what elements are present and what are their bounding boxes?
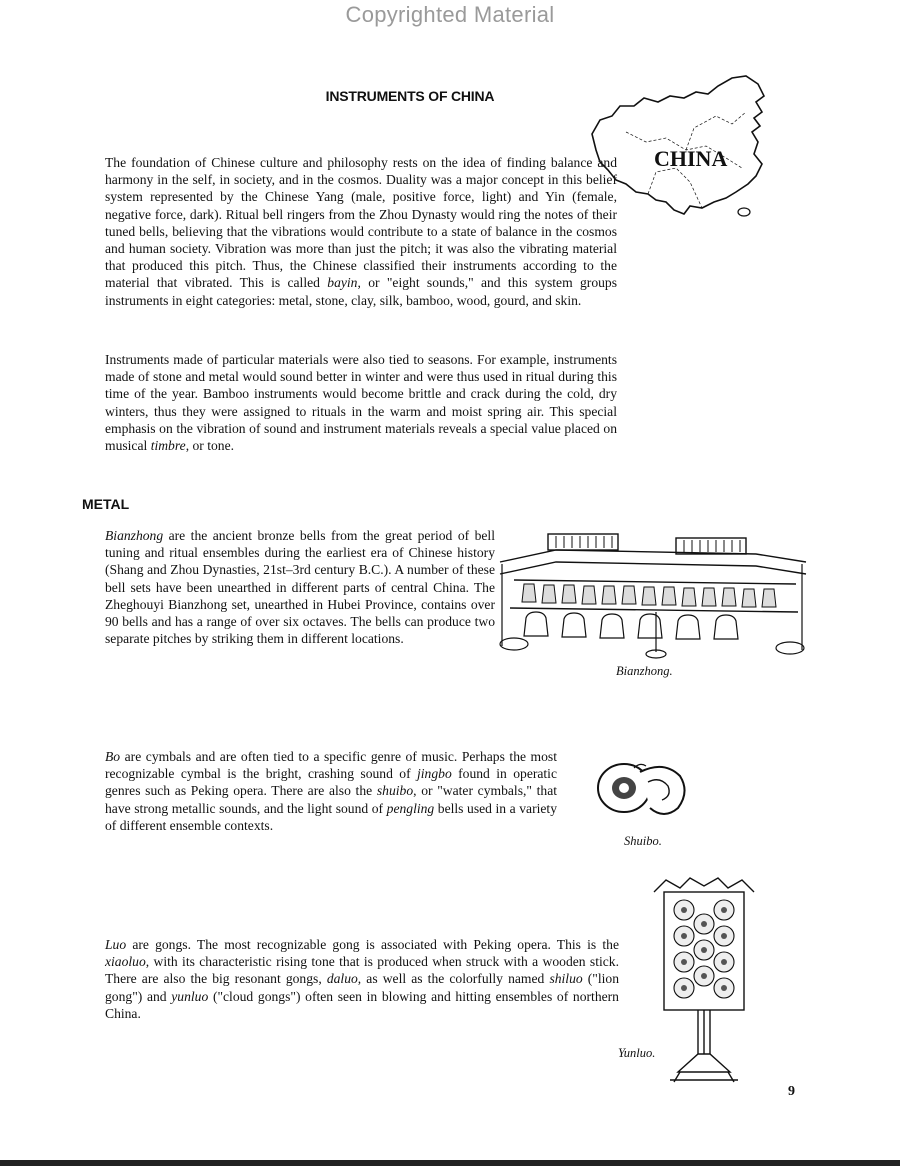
map-label: CHINA	[654, 146, 728, 171]
bianzhong-paragraph: Bianzhong are the ancient bronze bells from the great period of bell tuning and ritual ensembles during the earliest era of Chinese history (Shang and Zhou Dynasties, 21st–3rd century B.C.). A number of these bell sets have been unearthed in different parts of central China. The Zheghouyi Bianzhong set, unearthed in Hubei Province, contains over 90 bells and has a range of over six octaves. The bells can produce two separate pitches by striking them in different locations.	[105, 528, 495, 647]
intro-paragraph-1: The foundation of Chinese culture and philosophy rests on the idea of finding balance and harmony in the self, in society, and in the cosmos. Duality was a major concept in this belief system represented by the Chinese Yang (male, positive force, light) and Yin (female, negative force, dark). Ritual bell ringers from the Zhou Dynasty would ring the notes of their tuned bells, believing that the vibrations would contribute to a state of balance in the cosmos and human society. Vibration was more than just the pitch; it was also the vibrating material that produced this pitch. Thus, the Chinese classified their instruments according to the material that vibrated. This is called bayin, or "eight sounds," and this system groups instruments in eight categories: metal, stone, clay, silk, bamboo, wood, gourd, and skin.	[105, 155, 617, 308]
bianzhong-illustration	[496, 528, 811, 663]
shuibo-illustration	[594, 756, 690, 820]
luo-paragraph: Luo are gongs. The most recognizable gong is associated with Peking opera. This is the xiaoluo, with its characteristic rising tone that is produced when struck with a wooden stick. There are also the big resonant gongs, daluo, as well as the colorfully named shiluo ("lion gong") and yunluo ("cloud gongs") often seen in blowing and hitting ensembles of northern China.	[105, 937, 619, 1021]
intro-paragraph-2: Instruments made of particular materials were also tied to seasons. For example, instruments made of stone and metal would sound better in winter and were thus used in ritual during this time of the year. Bamboo instruments would become brittle and crack during the cold, dry winters, thus they were assigned to rituals in the warm and moist spring air. This special emphasis on the vibration of sound and instrument materials reveals a special value placed on musical timbre, or tone.	[105, 352, 617, 454]
bianzhong-caption: Bianzhong.	[616, 664, 673, 678]
yunluo-illustration	[650, 876, 758, 1086]
shuibo-caption: Shuibo.	[624, 834, 662, 848]
page-number: 9	[788, 1084, 795, 1099]
bottom-border	[0, 1160, 900, 1166]
copyright-watermark: Copyrighted Material	[345, 2, 555, 27]
page-title: INSTRUMENTS OF CHINA	[325, 88, 495, 104]
section-heading-metal: METAL	[82, 496, 130, 512]
yunluo-caption: Yunluo.	[618, 1046, 656, 1060]
bo-paragraph: Bo are cymbals and are often tied to a specific genre of music. Perhaps the most recognizable cymbal is the bright, crashing sound of jingbo found in operatic genres such as Peking opera. There are also the shuibo, or "water cymbals," that have strong metallic sounds, and the light sound of pengling bells used in a variety of different ensemble contexts.	[105, 749, 558, 833]
